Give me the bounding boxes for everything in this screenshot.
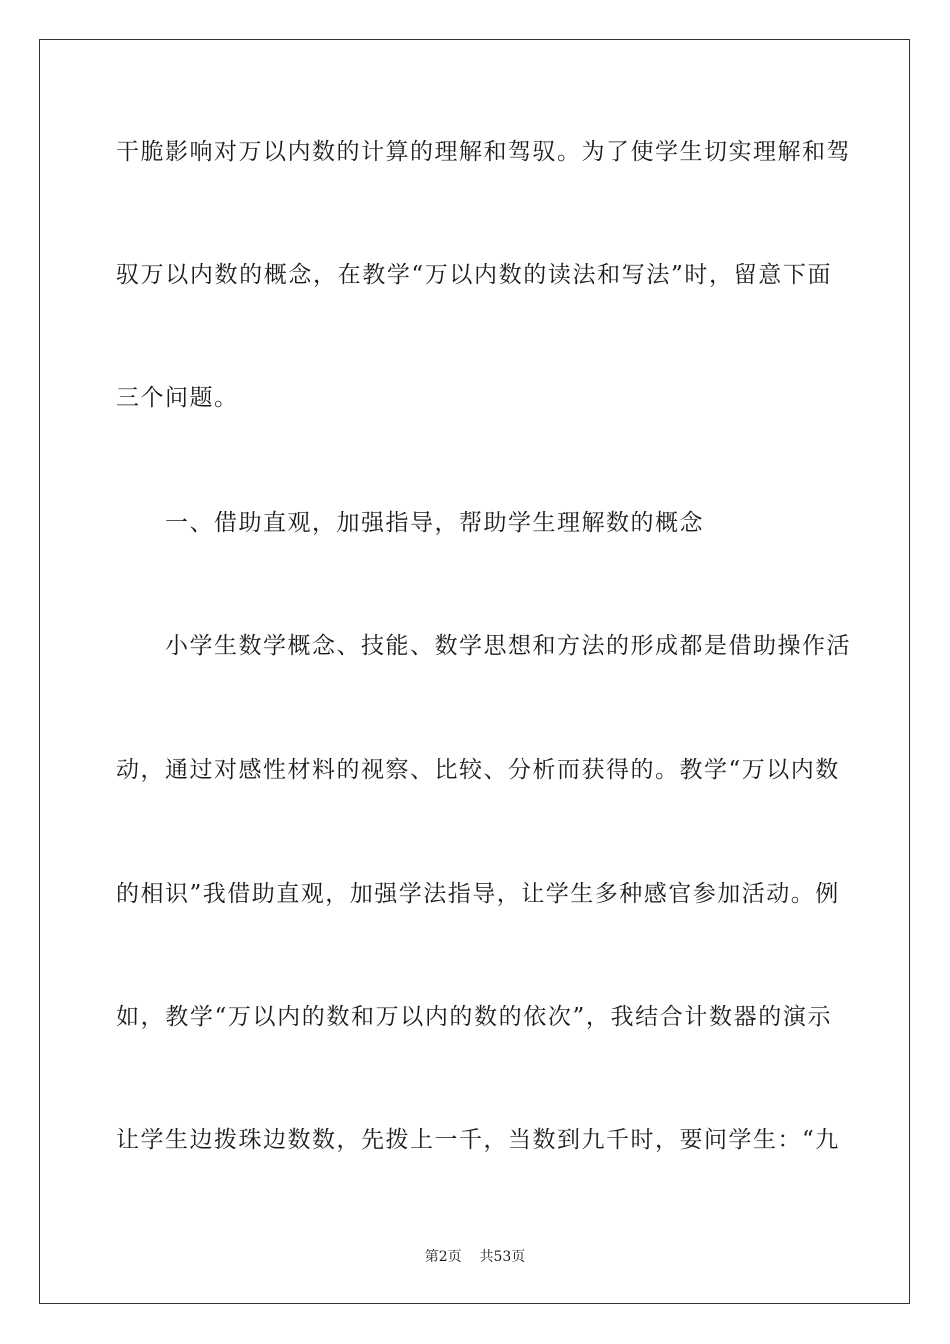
body-line-5: 小学生数学概念、技能、数学思想和方法的形成都是借助操作活 (165, 633, 851, 659)
body-line-6: 动，通过对感性材料的视察、比较、分析而获得的。教学“万以内数 (116, 757, 840, 783)
page-footer (0, 1248, 950, 1266)
body-line-3: 三个问题。 (116, 385, 239, 411)
body-line-1: 干脆影响对万以内数的计算的理解和驾驭。为了使学生切实理解和驾 (116, 139, 851, 165)
page-border (39, 39, 910, 1304)
page-total: 共53页 (479, 1249, 526, 1265)
body-line-8: 如，教学“万以内的数和万以内的数的依次”，我结合计数器的演示 (116, 1004, 832, 1030)
body-line-7: 的相识”我借助直观，加强学法指导，让学生多种感官参加活动。例 (116, 881, 840, 907)
page-number: 第2页 (424, 1249, 462, 1265)
body-line-9: 让学生边拨珠边数数，先拨上一千，当数到九千时，要问学生：“九 (116, 1127, 840, 1153)
section-heading: 一、借助直观，加强指导，帮助学生理解数的概念 (165, 510, 704, 536)
body-line-2: 驭万以内数的概念，在教学“万以内数的读法和写法”时，留意下面 (116, 262, 832, 288)
